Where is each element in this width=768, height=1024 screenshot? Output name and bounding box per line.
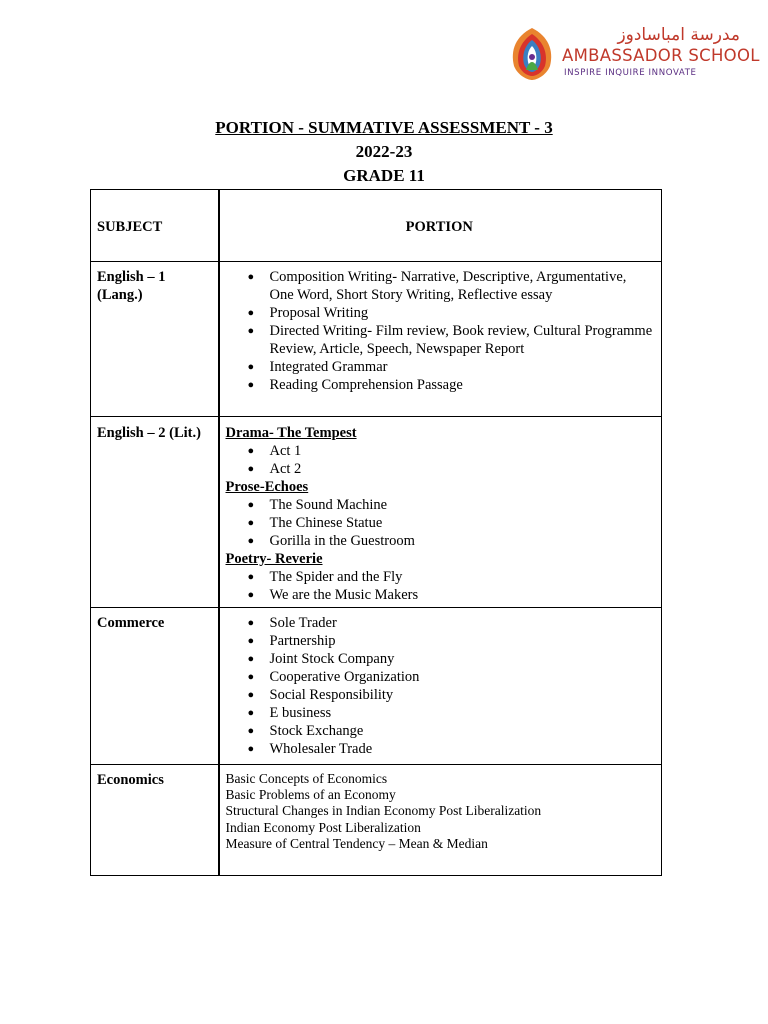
table-row-english2 [91,417,662,608]
table-header-row [91,190,662,262]
list-item: ● Proposal Writing [226,304,654,322]
list-item: ● Act 2 [226,460,654,478]
list-item: ● Gorilla in the Guestroom [226,532,654,550]
list-item: ● E business [226,704,654,722]
list-item: ● Stock Exchange [226,722,654,740]
portion-cell [219,262,662,417]
list-item: ● Act 1 [226,442,654,460]
table-row-economics [91,765,662,876]
list-item: Basic Problems of an Economy [225,787,396,803]
school-tagline: INSPIRE INQUIRE INNOVATE [564,68,697,78]
table-row-english1 [91,262,662,417]
list-item: ● Wholesaler Trade [226,740,654,758]
poetry-list [226,568,654,604]
document-title-text: PORTION - SUMMATIVE ASSESSMENT - 3 [215,118,553,137]
portion-header: PORTION [219,190,662,262]
list-item: Basic Concepts of Economics [225,771,388,786]
table-row-commerce [91,608,662,765]
list-item: ● Reading Comprehension Passage [226,376,654,394]
subject-economics: Economics [91,765,219,876]
school-name-arabic: مدرسة امباسادوز [617,25,740,45]
school-name: AMBASSADOR SCHOOL [562,46,760,65]
school-emblem-icon [506,26,558,82]
list-item: Indian Economy Post Liberalization [225,819,421,835]
section-title-prose: Prose-Echoes [225,479,309,495]
list-item: ● Composition Writing- Narrative, Descriptive, Argumentative, One Word, Short Story Writing, Reflective essay [226,268,654,304]
academic-year: 2022-23 [355,142,413,161]
list-item: Measure of Central Tendency – Mean & Median [225,835,488,851]
portion-list [226,268,654,394]
commerce-list [226,614,654,758]
subject-english1-line1: English – 1 [97,269,166,285]
document-title [0,117,768,139]
list-item: ● Cooperative Organization [226,668,654,686]
list-item: ● The Spider and the Fly [226,568,654,586]
subject-english1-line2: (Lang.) [97,287,143,303]
school-logo [506,24,760,86]
list-item: ● Joint Stock Company [226,650,654,668]
section-title-drama: Drama- The Tempest [225,425,357,441]
portion-cell [219,765,662,876]
list-item: ● Partnership [226,632,654,650]
list-item: ● Social Responsibility [226,686,654,704]
list-item: ● The Chinese Statue [226,514,654,532]
portion-cell [219,608,662,765]
portion-cell [219,417,662,608]
list-item: Structural Changes in Indian Economy Post Liberalization [225,803,542,819]
subject-cell [91,262,219,417]
list-item: ● Integrated Grammar [226,358,654,376]
list-item: ● Directed Writing- Film review, Book review, Cultural Programme Review, Article, Speech, Newspaper Report [226,322,654,358]
portion-table [90,189,662,876]
prose-list [226,496,654,550]
list-item: ● Sole Trader [226,614,654,632]
list-item: ● We are the Music Makers [226,586,654,604]
section-title-poetry: Poetry- Reverie [225,551,323,567]
grade-label: GRADE 11 [343,166,425,185]
drama-list [226,442,654,478]
subject-commerce: Commerce [91,608,219,765]
list-item: ● The Sound Machine [226,496,654,514]
subject-english2: English – 2 (Lit.) [91,417,219,608]
subject-header: SUBJECT [91,190,219,262]
